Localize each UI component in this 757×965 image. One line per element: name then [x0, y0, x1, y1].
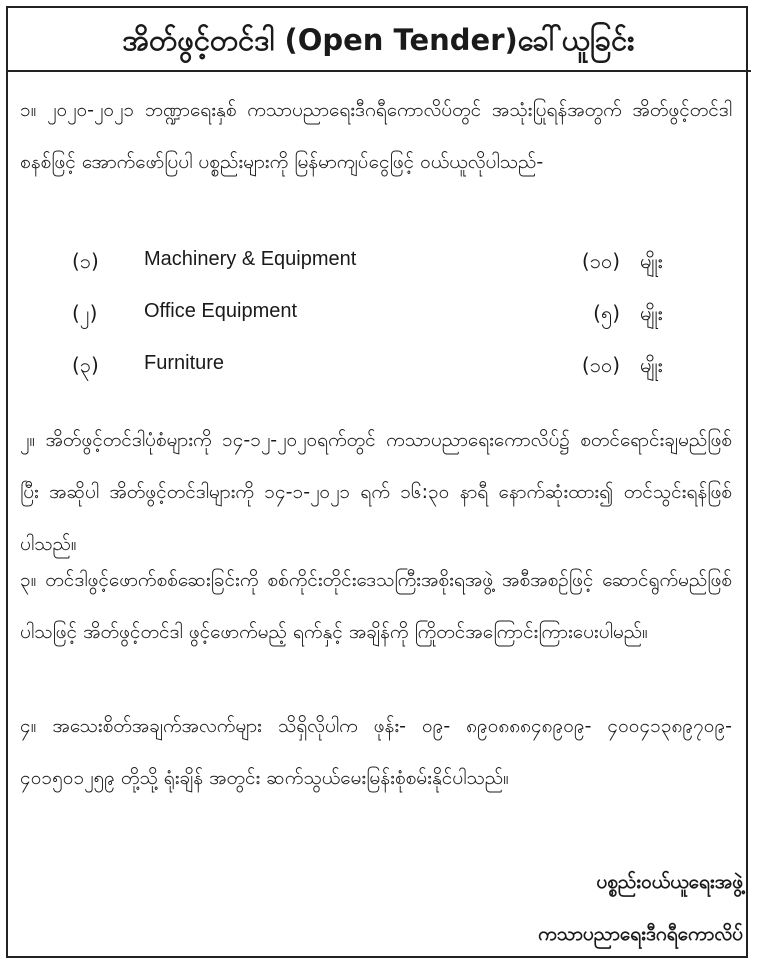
signature-committee: ပစ္စည်းဝယ်ယူရေးအဖွဲ့	[596, 871, 743, 893]
item-list	[0, 236, 740, 392]
paragraph-3: ၃။ တင်ဒါဖွင့်ဖောက်စစ်ဆေးခြင်းကို စစ်ကိုင်းတိုင်းဒေသကြီးအစိုးရအဖွဲ့ အစီအစဉ်ဖြင့် ဆောင်ရွက်မည်ဖြစ်ပါသဖြင့် အိတ်ဖွင့်တင်ဒါ ဖွင့်ဖောက်မည့် ရက်နှင့် အချိန်ကို ကြိုတင်အကြောင်းကြားပေးပါမည်။	[20, 569, 732, 643]
item-number: (၃)	[72, 353, 99, 377]
paragraph-2: ၂။ အိတ်ဖွင့်တင်ဒါပုံစံများကို ၁၄-၁၂-၂၀၂၀ရက်တွင် ကသာပညာရေးကောလိပ်၌ စတင်ရောင်းချမည်ဖြစ်ပြီး အဆိုပါ အိတ်ဖွင့်တင်ဒါများကို ၁၄-၁-၂၀၂၁ ရက် ၁၆:၃၀ နာရီ နောက်ဆုံးထား၍ တင်သွင်းရန်ဖြစ်ပါသည်။	[20, 429, 732, 555]
paragraph-4: ၄။ အသေးစိတ်အချက်အလက်များ သိရှိလိုပါက ဖုန်း- ၀၉- ၈၉၀၈၈၈၄၈၉၀၉- ၄၀၀၄၁၃၈၉၇၀၉- ၄၀၁၅၀၁၂၅၉ တို့သို့ ရုံးချိန် အတွင်း ဆက်သွယ်မေးမြန်းစုံစမ်းနိုင်ပါသည်။	[20, 715, 732, 789]
title-divider	[6, 70, 751, 72]
item-unit: မျိုး	[640, 301, 663, 325]
item-name: Machinery & Equipment	[144, 248, 357, 270]
paragraph-1: ၁။ ၂၀၂၀-၂၀၂၁ ဘဏ္ဍာရေးနှစ် ကသာပညာရေးဒီဂရီကောလိပ်တွင် အသုံးပြုရန်အတွက် အိတ်ဖွင့်တင်ဒါစနစ်ဖြင့် အောက်ဖော်ပြပါ ပစ္စည်းများကို မြန်မာကျပ်ငွေဖြင့် ဝယ်ယူလိုပါသည်-	[20, 99, 732, 173]
item-number: (၁)	[72, 249, 99, 273]
item-quantity: (၅)	[593, 301, 620, 325]
list-item	[0, 288, 740, 340]
item-name: Office Equipment	[144, 300, 298, 322]
item-unit: မျိုး	[640, 249, 663, 273]
item-quantity: (၁၀)	[581, 249, 620, 273]
item-number: (၂)	[72, 301, 98, 325]
list-item	[0, 236, 740, 288]
list-item	[0, 340, 740, 392]
item-unit: မျိုး	[640, 353, 663, 377]
item-name: Furniture	[144, 352, 225, 374]
item-quantity: (၁၀)	[581, 353, 620, 377]
notice-title: အိတ်ဖွင့်တင်ဒါ (Open Tender)ခေါ်ယူခြင်း	[122, 23, 635, 57]
signature-college: ကသာပညာရေးဒီဂရီကောလိပ်	[538, 923, 743, 945]
